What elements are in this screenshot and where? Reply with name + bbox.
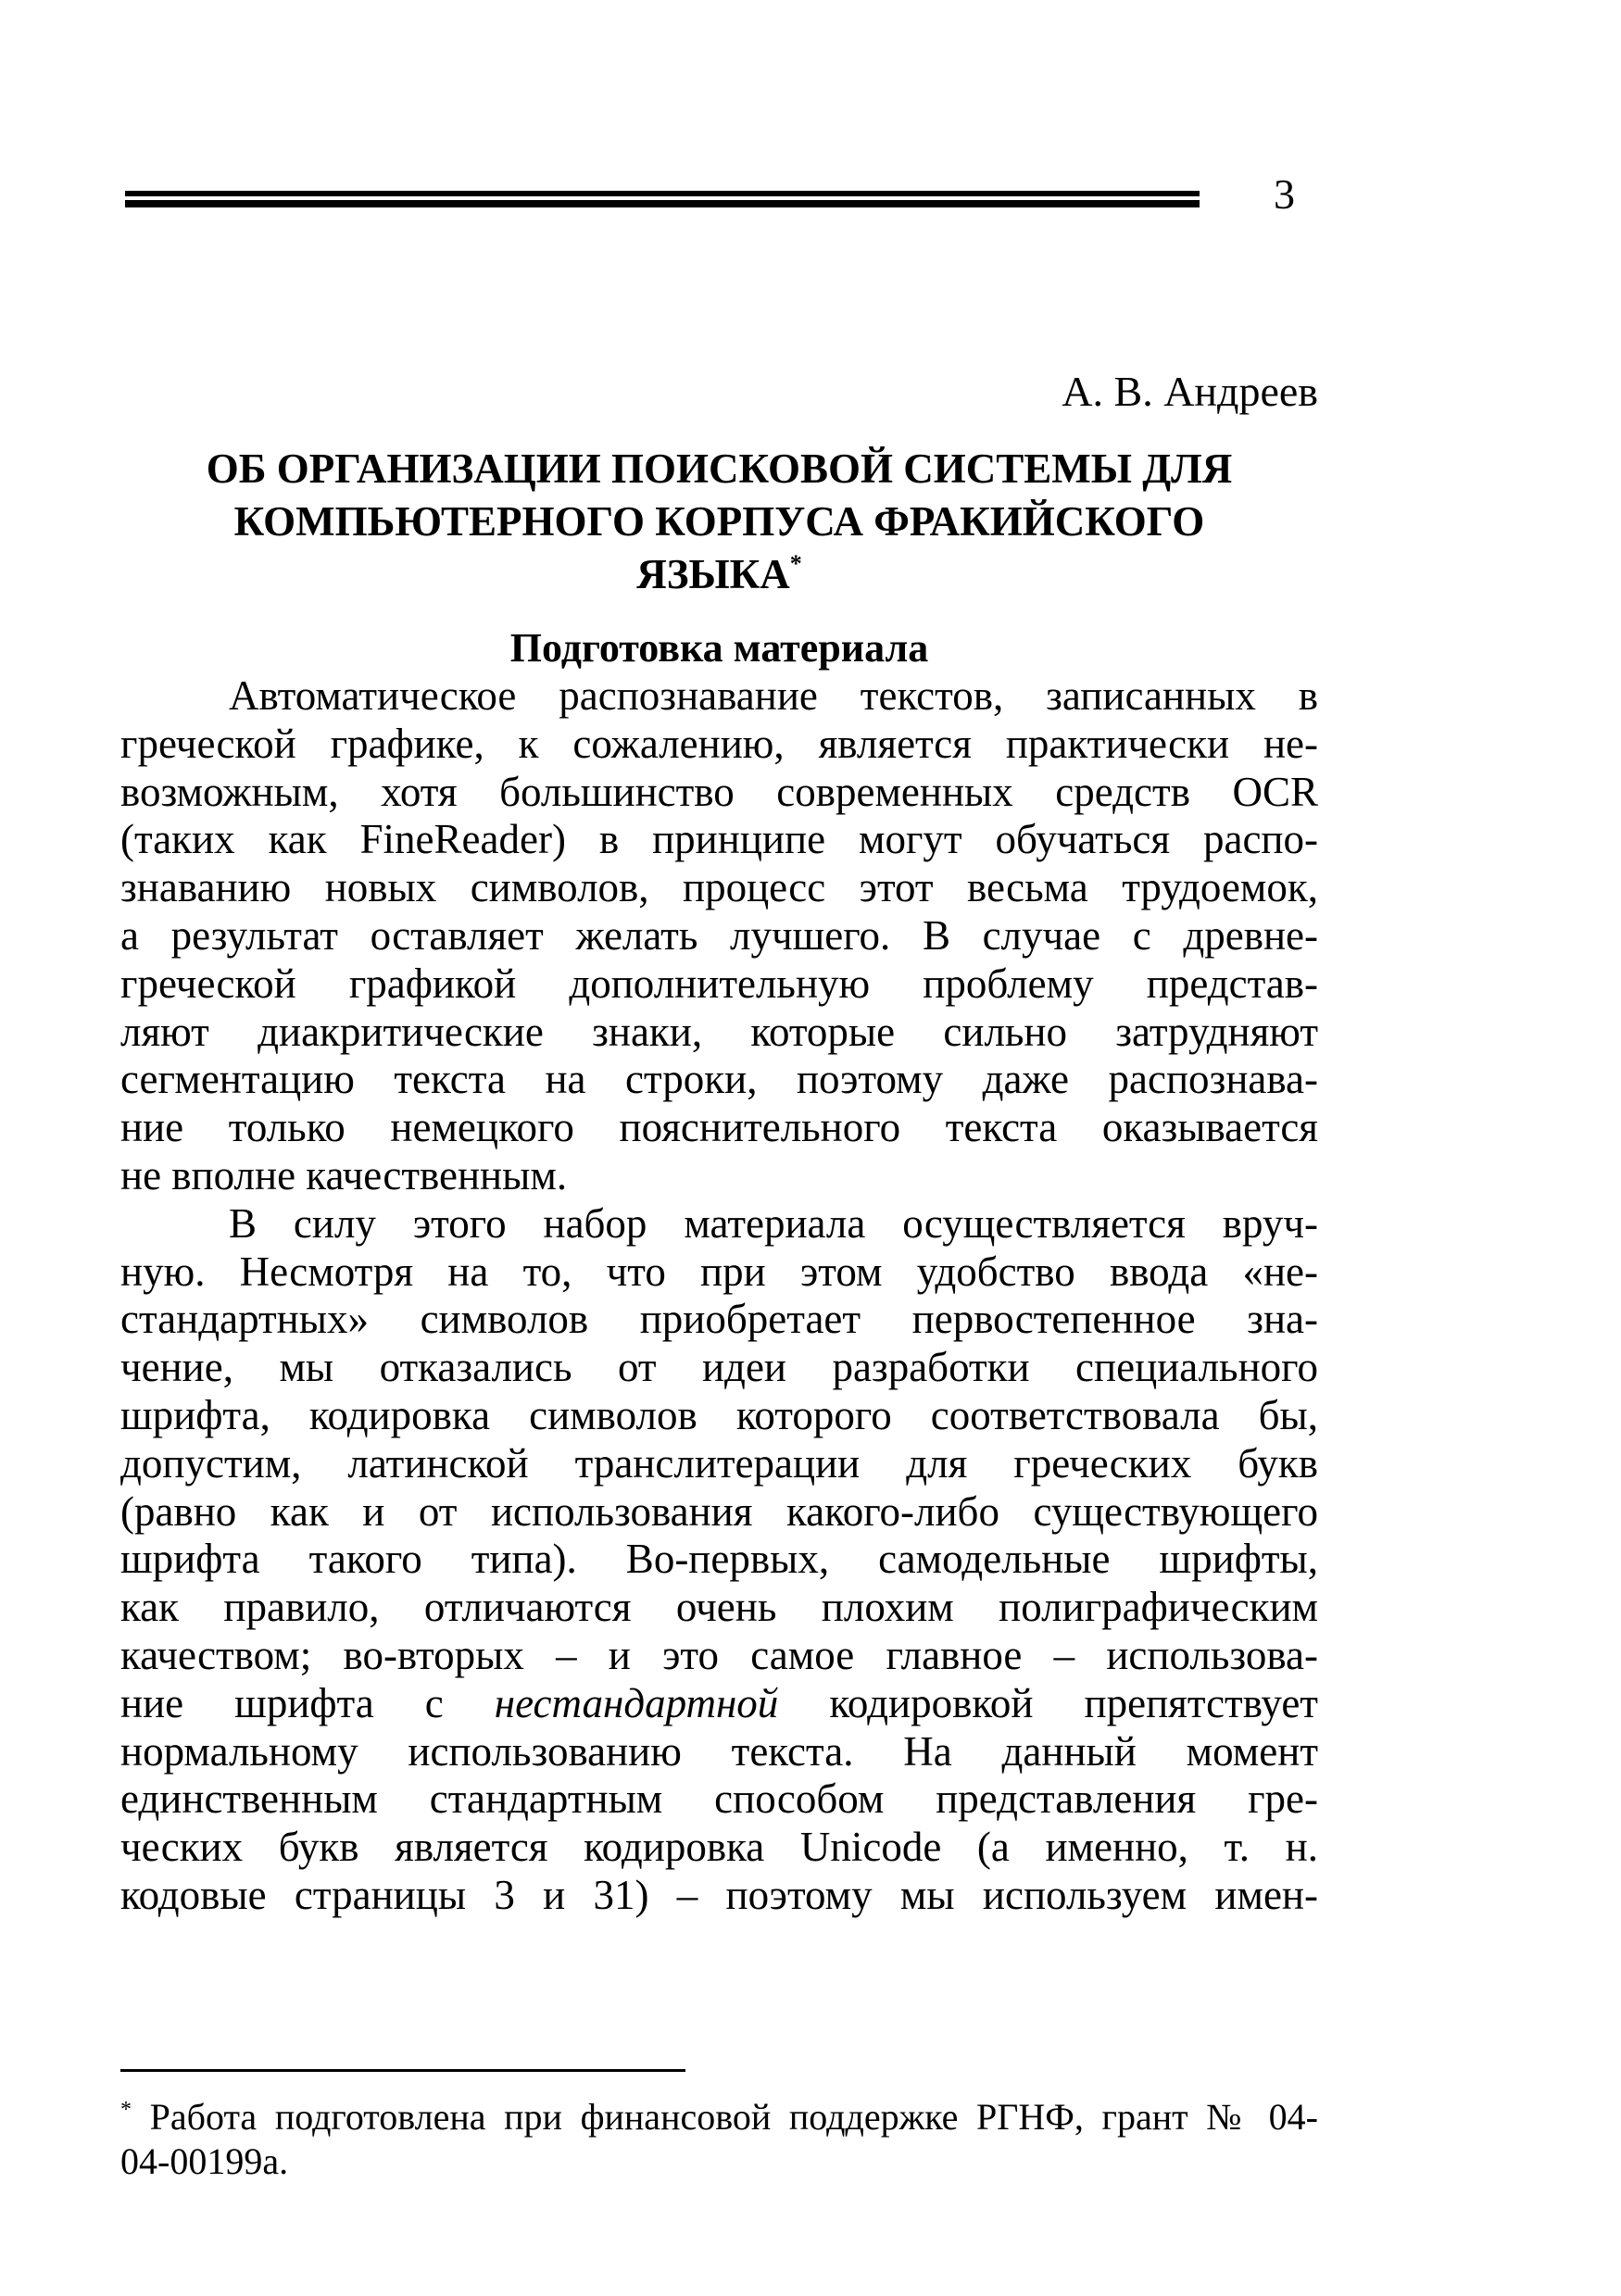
paragraph2-line: нормальному использованию текста. На данный момент xyxy=(120,1727,1318,1775)
footnote-line: 04-00199а. xyxy=(120,2140,289,2182)
italic-line-start: ние шрифта с xyxy=(120,1679,495,1726)
author: А. В. Андреев xyxy=(1062,368,1318,415)
footnote-text: Работа подготовлена при финансовой поддержке РГНФ, грант № 04- xyxy=(132,2096,1318,2138)
paragraph2-line: ную. Несмотря на то, что при этом удобство ввода «не- xyxy=(120,1248,1318,1295)
paragraph1-line: греческой графике, к сожалению, является практически не- xyxy=(120,720,1318,767)
title-line xyxy=(120,548,1318,601)
paragraph1-line: ляют диакритические знаки, которые сильно затрудняют xyxy=(120,1008,1318,1055)
section-heading: Подготовка материала xyxy=(509,625,929,671)
paragraph2-line: шрифта такого типа). Во-первых, самодельные шрифты, xyxy=(120,1536,1318,1583)
title-footnote-mark: * xyxy=(789,550,802,577)
title-line: ОБ ОРГАНИЗАЦИИ ПОИСКОВОЙ СИСТЕМЫ ДЛЯ xyxy=(206,445,1233,492)
title-line-text: ЯЗЫКА xyxy=(636,551,790,597)
paragraph1-line: ние только немецкого пояснительного текста оказывается xyxy=(120,1104,1318,1151)
body-text xyxy=(120,672,1318,1920)
paragraph1-line: сегментацию текста на строки, поэтому даже распознава- xyxy=(120,1056,1318,1103)
header-rule xyxy=(125,191,1200,213)
paragraph1-line: (таких как FineReader) в принципе могут обучаться распо- xyxy=(120,816,1318,863)
paragraph2-line: кодовые страницы 3 и 31) – поэтому мы используем имен- xyxy=(120,1871,1318,1918)
italic-line-end: кодировкой препятствует xyxy=(778,1679,1318,1726)
paragraph1-line: Автоматическое распознавание текстов, записанных в xyxy=(229,672,1318,719)
footnote-line xyxy=(120,2095,1318,2139)
article-title xyxy=(120,443,1318,601)
paragraph2-line: качеством; во-вторых – и это самое главное – использова- xyxy=(120,1631,1318,1678)
paragraph2-line: В силу этого набор материала осуществляется вруч- xyxy=(229,1199,1318,1247)
title-line: КОМПЬЮТЕРНОГО КОРПУСА ФРАКИЙСКОГО xyxy=(233,498,1205,545)
paragraph2-line: единственным стандартным способом представления гре- xyxy=(120,1775,1318,1823)
footnote-mark: * xyxy=(120,2098,132,2122)
paragraph2-line-italic xyxy=(120,1680,1318,1728)
paragraph1-line: возможным, хотя большинство современных средств OCR xyxy=(120,768,1318,815)
paragraph1-line: греческой графикой дополнительную проблему представ- xyxy=(120,960,1318,1007)
paragraph2-line: как правило, отличаются очень плохим полиграфическим xyxy=(120,1584,1318,1631)
paragraph1-line: знаванию новых символов, процесс этот весьма трудоемок, xyxy=(120,864,1318,911)
page-number: 3 xyxy=(1274,170,1295,218)
footnote-rule xyxy=(120,2069,685,2072)
paragraph2-line: (равно как и от использования какого-либо существующего xyxy=(120,1487,1318,1535)
paragraph2-line: стандартных» символов приобретает первостепенное зна- xyxy=(120,1296,1318,1343)
paragraph2-line: чение, мы отказались от идеи разработки специального xyxy=(120,1344,1318,1391)
paragraph2-line: допустим, латинской транслитерации для греческих букв xyxy=(120,1439,1318,1487)
paragraph1-line: не вполне качественным. xyxy=(120,1151,568,1198)
paragraph2-line: ческих букв является кодировка Unicode (а именно, т. н. xyxy=(120,1824,1318,1871)
paragraph1-line: а результат оставляет желать лучшего. В случае с древне- xyxy=(120,911,1318,959)
paragraph2-line: шрифта, кодировка символов которого соответствовала бы, xyxy=(120,1391,1318,1438)
italic-word: нестандартной xyxy=(494,1679,779,1726)
footnote xyxy=(120,2095,1318,2184)
